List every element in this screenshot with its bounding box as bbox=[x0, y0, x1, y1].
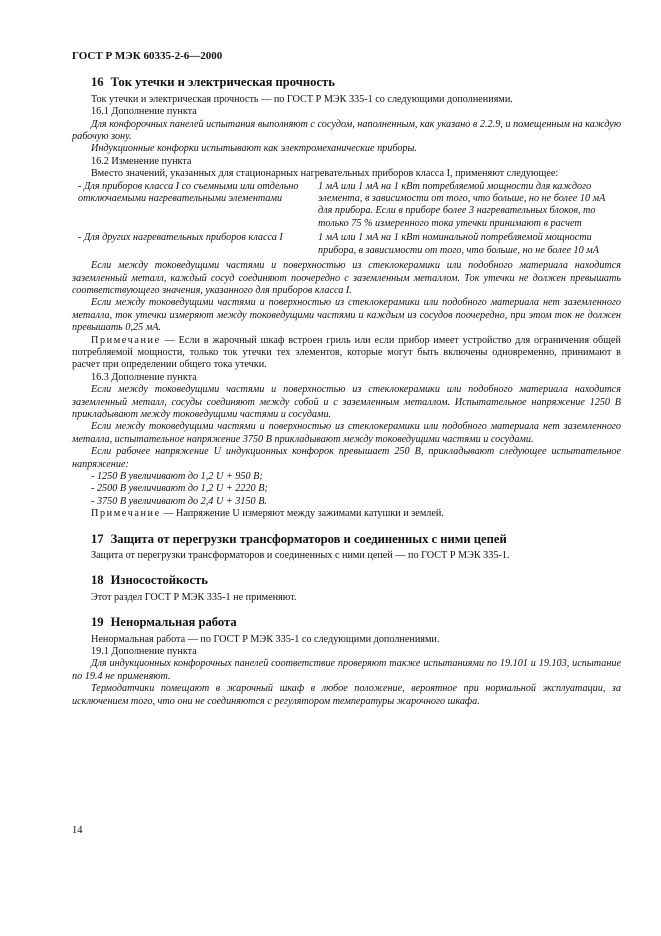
clause-16-2-title: 16.2 Изменение пункта bbox=[91, 155, 192, 167]
list-item: - 1250 В увеличивают до 1,2 U + 950 В; bbox=[91, 471, 263, 482]
clause-19-1-para-b: Термодатчики помещают в жарочный шкаф в любое положение, вероятное при нормальной эксплуатации, за исключением того, что они не соединяются с регулятором температуры жарочного шкафа. bbox=[72, 683, 621, 707]
clause-19-1-title: 19.1 Дополнение пункта bbox=[91, 646, 197, 658]
page-number: 14 bbox=[72, 825, 83, 836]
section-19-heading: 19 Ненормальная работа bbox=[91, 615, 237, 630]
clause-16-3-para-a: Если между токоведущими частями и поверхностью из стеклокерамики или подобного материала находится заземленный металл, сосуды соединяют между собой и с заземленным металлом. Испытательное напряжение 1250 В прикладывают между токоведущими частями и сосудами. bbox=[72, 384, 621, 420]
clause-16-3-title: 16.3 Дополнение пункта bbox=[91, 371, 197, 383]
clause-16-3-para-c: Если рабочее напряжение U индукционных конфорок превышает 250 В, прикладывают следующее испытательное напряжение: bbox=[72, 446, 621, 470]
section-19-text: Ненормальная работа — по ГОСТ Р МЭК 335-1 со следующими дополнениями. bbox=[91, 633, 440, 645]
table-cell-right: 1 мА или 1 мА на 1 кВт потребляемой мощности для каждого элемента, в зависимости от того, что больше, но не более 10 мА для прибора. Если в приборе более 3 нагревательных блоков, то только 75 % измеренного тока утечки принимают в расчет bbox=[318, 180, 606, 229]
section-18-text: Этот раздел ГОСТ Р МЭК 335-1 не применяют. bbox=[91, 591, 297, 603]
clause-16-2-para-c: Если между токоведущими частями и поверхностью из стеклокерамики или подобного материала нет заземленного металла, ток утечки измеряют между токоведущими частями и каждым из сосудов поочередно, при этом ток не должен превышать 0,25 мА. bbox=[72, 297, 621, 334]
table-cell-left: - Для других нагревательных приборов класса I bbox=[78, 232, 283, 244]
section-16-heading: 16 Ток утечки и электрическая прочность bbox=[91, 75, 335, 90]
clause-16-2-para-a: Вместо значений, указанных для стационарных нагревательных приборов класса I, применяют следующее: bbox=[91, 168, 559, 180]
table-row bbox=[72, 181, 621, 231]
section-16-intro: Ток утечки и электрическая прочность — по ГОСТ Р МЭК 335-1 со следующими дополнениями. bbox=[91, 93, 513, 105]
section-17-text: Защита от перегрузки трансформаторов и соединенных с ними цепей — по ГОСТ Р МЭК 335-1. bbox=[91, 550, 510, 562]
note-16-2: Примечание — Если в жарочный шкаф встроен гриль или если прибор имеет устройство для ограничения общей потребляемой мощности, только ток утечки тех элементов, которые могут быть включены одновременно, принимают в расчет при определении общего тока утечки. bbox=[72, 334, 621, 371]
table-row bbox=[72, 230, 621, 257]
clause-16-1-para-a: Для конфорочных панелей испытания выполняют с сосудом, наполненным, как указано в 2.2.9, и помещенным на каждую рабочую зону. bbox=[72, 118, 621, 143]
list-item: - 3750 В увеличивают до 2,4 U + 3150 В. bbox=[91, 495, 267, 507]
leakage-values-table bbox=[72, 181, 621, 257]
table-cell-left: - Для приборов класса I со съемными или отдельно отключаемыми нагревательными элементами bbox=[78, 180, 299, 205]
running-header: ГОСТ Р МЭК 60335-2-6—2000 bbox=[72, 50, 223, 62]
clause-16-3-para-b: Если между токоведущими частями и поверхностью из стеклокерамики или подобного материала нет заземленного металла, испытательное напряжение 3750 В прикладывают между токоведущими частями и сосудами. bbox=[72, 421, 621, 445]
clause-16-1-para-b: Индукционные конфорки испытывают как электромеханические приборы. bbox=[91, 143, 417, 155]
note-16-3: Примечание — Напряжение U измеряют между зажимами катушки и землей. bbox=[91, 508, 444, 520]
table-cell-right: 1 мА или 1 мА на 1 кВт номинальной потребляемой мощности прибора, в зависимости от того, что больше, но не более 10 мА bbox=[318, 232, 600, 256]
section-17-heading: 17 Защита от перегрузки трансформаторов и соединенных с ними цепей bbox=[91, 531, 507, 546]
clause-16-2-para-b: Если между токоведущими частями и поверхностью из стеклокерамики или подобного материала находится заземленный металл, каждый сосуд соединяют поочередно с заземленным металлом. Ток утечки не должен превышать соответствующего значения, указанного для приборов класса I. bbox=[72, 260, 621, 296]
section-18-heading: 18 Износостойкость bbox=[91, 573, 208, 588]
clause-19-1-para-a: Для индукционных конфорочных панелей соответствие проверяют также испытаниями по 19.101 и 19.103, испытание по 19.4 не применяют. bbox=[72, 658, 621, 682]
clause-16-1-title: 16.1 Дополнение пункта bbox=[91, 106, 197, 118]
list-item: - 2500 В увеличивают до 1,2 U + 2220 В; bbox=[91, 483, 268, 495]
